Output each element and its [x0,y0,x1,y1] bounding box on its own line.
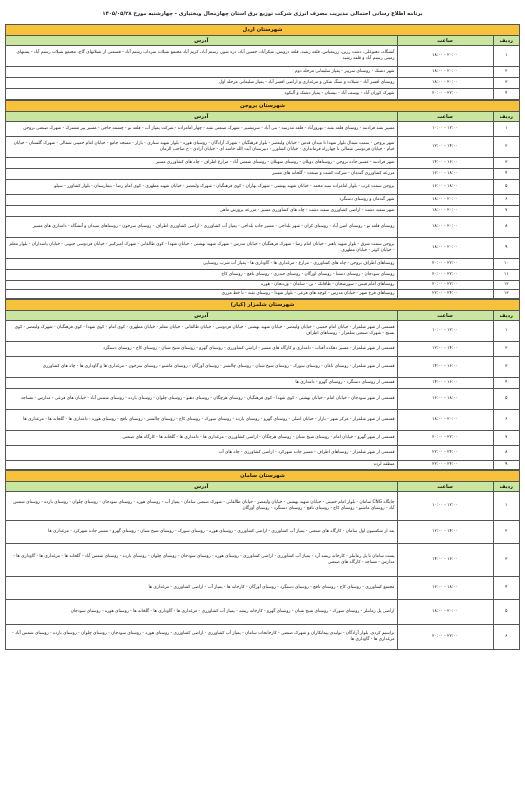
row-number: ۲ [493,521,519,544]
row-number: ۲ [493,137,519,158]
row-time: ۱۰:۰۰ - ۱۲:۰۰ [397,122,493,137]
row-address: منطقه لرده [6,461,397,470]
row-address: قسمتی از شهر گهرو - خیابان امام - روستای شیخ شبان - روستای هرچگان - اراضی کشاورزی - مرغداری ها - دامداری ها - گلخانه ها - کارگاه های صنعتی [6,431,397,446]
table-row [6,290,519,299]
row-address: شهر سفید دشت - اراضی کشاورزی سفید دشت - چاه های کشاورزی مسیر - مزرعه پرورش ماهی [6,206,397,217]
table-row [6,122,519,137]
row-number: ۱ [493,122,519,137]
row-address: قسمتی از شهر شلمزار - روستای ناغان - روستای سورک - روستای شیخ شبان - روستای چالشتر - روستای آورگان - روستای ماشنو - روستای سرخون - مرغداری ها و گاوداری ها - چاه های کشاورزی [6,357,397,378]
row-number: ۴ [493,169,519,180]
row-time: ۲۰:۰۰ - ۲۲:۰۰ [397,625,493,650]
row-number: ۱ [493,46,519,67]
table-row [6,342,519,357]
table-row [6,259,519,270]
row-address: شهر بروجن - سمت شمال بلوار شهدا تا میدان قدس - خیابان ولیعصر - بلوار فرهنگیان - شهرک آزادگان - روستای هوره - بلوار شهید ستاری - بازار - مسجد جامع - خیابان امام خمینی شمالی - شهرک گلستان - خیابان خیام - خیابان فردوسی شمالی تا چهارراه فرمانداری - خیابان کشاورز - دبیرستان آیت الله خامنه ای - خیابان آزادی - خ صاحب الزمان [6,137,397,158]
table-row [6,600,519,625]
table-row [6,521,519,544]
table-row [6,158,519,169]
row-time: ۱۸:۰۰ - ۲۰:۰۰ [397,600,493,625]
row-number: ۳ [493,357,519,378]
row-number: ۱۳ [493,290,519,299]
section-1 [5,24,520,100]
row-number: ۴ [493,577,519,600]
row-number: ۹ [493,461,519,470]
row-number: ۶ [493,625,519,650]
header-address: آدرس [6,112,397,122]
row-address: مزرعه کشاورزی گندمان - شرکت کشت و صنعت - گلخانه های مسیر [6,169,397,180]
table-row [6,410,519,431]
row-number: ۲ [493,342,519,357]
row-address: روستاهای امام قیس - سورشجان - طاقانک - بن - سامان - وردنجان - هوره [6,281,397,290]
row-number: ۸ [493,217,519,238]
row-time: ۱۸:۰۰ - ۲۰:۰۰ [397,410,493,431]
row-number: ۵ [493,600,519,625]
row-time: ۱۸:۰۰ - ۲۰:۰۰ [397,238,493,259]
table-row [6,357,519,378]
row-time: ۱۸:۰۰ - ۲۰:۰۰ [397,195,493,206]
sections-container [5,24,520,650]
row-address: آتشگاه، دهنوعلی، دشت زرین، زرینعباس، قلعه رشید، قلعه درویش، شکرآباد، حسین آباد، دره شور، رستم آباد، کریم آباد مجتمع شیلات سرداب رستم آباد - قسمتی از شیلاتهای گاج، مجتمع شیلات رستم آباد - پستهای زمینی رستم آباد و قلعه رشید [6,46,397,67]
row-address: مسیر نقنه فرادنبه - روستای قلعه نقنه - بهروزآباد - قلعه مدرسه - نبی آباد - سرتشنیز - شهرک صنعتی نقنه - چهار امامزاده - شرکت پمپاژ آب - قلعه نو - چشمه حاجی - مسیر پیر مشترک - شهرک صنعتی بروجن [6,122,397,137]
row-address: بروجن سمت غرب - بلوار امامزاده سید محمد - خیابان شهید بهشتی - شهرک بهاران - کوی فرهنگیان - شهرک ولیعصر - خیابان شهید مطهری - کوی امام رضا - بیمارستان - بلوار کشاورز - سیلو [6,180,397,195]
row-time: ۱۸:۰۰ - ۲۰:۰۰ [397,46,493,67]
row-time: ۲۲:۰۰ - ۲۴:۰۰ [397,446,493,461]
row-number: ۸ [493,446,519,461]
table-row [6,180,519,195]
row-number: ۹ [493,238,519,259]
section-title: شهرستان سامان [6,471,519,482]
section-2 [5,100,520,299]
row-time: ۱۶:۰۰ - ۱۸:۰۰ [397,180,493,195]
row-number: ۳ [493,544,519,577]
row-number: ۱ [493,492,519,521]
row-address: قسمتی از شهر شلمزار - روستاهای اطراف - مسیر جاده شهرکرد - اراضی کشاورزی - چاه های آب [6,446,397,461]
table-row [6,137,519,158]
row-address: پست سامان تا پل زمانبلر - کارخانه ریشه آرد - پمپاژ آب کشاورزی - اراضی کشاورزی - روستای هوره - روستای سودجان - روستای چلوان - روستای بارده - روستای شمس آباد - گلخانه ها - مرغداری ها - گاوداری ها - مدارس - مساجد - کارگاه های صنعتی [6,544,397,577]
table-row [6,89,519,100]
header-row: ردیف [493,36,519,46]
row-address: قسمتی از شهر شلمزار - مسیر دهکده آفتاب - دامداری و کارگاه های مسیر - اراضی کشاورزی - روستای گهرو - روستای شیخ شبان - روستای کاج - روستای دستگرد [6,342,397,357]
row-time: ۲۲:۰۰ - ۲۴:۰۰ [397,461,493,470]
row-address: روستاهای اطراف بروجن - چاه های کشاورزی - مزارع - مرغداری ها - گاوداری ها - پمپاژ آب شرب روستایی [6,259,397,270]
row-time: ۱۴:۰۰ - ۱۶:۰۰ [397,158,493,169]
row-address: شهر دشتک - روستای سرپیر - پمپاژ سلیمانی مرحله دوم [6,67,397,78]
row-address: روستاهای فرخ شهر - خیابان مدرس - کوچه های فرعی - بلوار شهدا - روستای نقنه - تا خط مرزی [6,290,397,299]
table-header [6,482,519,492]
table-row [6,238,519,259]
schedule-table [6,482,519,650]
row-time: ۲۰:۰۰ - ۲۲:۰۰ [397,270,493,281]
row-time: ۲۰:۰۰ - ۲۲:۰۰ [397,89,493,100]
row-number: ۱۲ [493,281,519,290]
header-row: ردیف [493,112,519,122]
header-address: آدرس [6,482,397,492]
header-time: ساعت [397,482,493,492]
header-time: ساعت [397,112,493,122]
row-time: ۱۴:۰۰ - ۱۶:۰۰ [397,544,493,577]
row-time: ۱۶:۰۰ - ۱۸:۰۰ [397,169,493,180]
table-row [6,461,519,470]
row-time: ۱۴:۰۰ - ۱۶:۰۰ [397,357,493,378]
table-row [6,169,519,180]
document-title: برنامه اطلاع رسانی احتمالی مدیریت مصرف انرژی شرکت توزیع برق استان چهارمحال وبختیاری - چهارشنبه مورخ ۱۴۰۵/۰۵/۲۸ [102,11,423,17]
schedule-table [6,36,519,100]
header-time: ساعت [397,311,493,321]
row-number: ۱ [493,321,519,342]
row-time: ۱۰:۰۰ - ۱۲:۰۰ [397,321,493,342]
row-time: ۱۸:۰۰ - ۲۰:۰۰ [397,67,493,78]
table-row [6,492,519,521]
schedule-table [6,112,519,299]
row-time: ۱۲:۰۰ - ۱۴:۰۰ [397,137,493,158]
header-address: آدرس [6,311,397,321]
row-time: ۲۰:۰۰ - ۲۲:۰۰ [397,431,493,446]
row-time: ۱۶:۰۰ - ۱۸:۰۰ [397,577,493,600]
table-row [6,67,519,78]
row-time: ۲۲:۰۰ - ۲۴:۰۰ [397,290,493,299]
schedule-table [6,311,519,470]
row-address: قسمتی از روستای دستگرد - روستای گهرو - دامداری ها [6,378,397,389]
row-time: ۲۰:۰۰ - ۲۲:۰۰ [397,281,493,290]
row-time: ۱۰:۰۰ - ۱۲:۰۰ [397,492,493,521]
row-address: مجتمع کشاورزی - روستای کاج - روستای نافچ - روستای دستگرد - روستای آورگان - کارخانه ها - پمپاژ آب - اراضی کشاورزی - مرغداری ها [6,577,397,600]
table-row [6,378,519,389]
table-row [6,281,519,290]
section-4 [5,470,520,650]
row-address: بعد از سکسیون اول سامان - کارگاه های صنعتی - پمپاژ آب کشاورزی - اراضی کشاورزی - روستای هوره - روستای سورک - روستای شیخ شبان - روستای گهرو - مسیر جاده شهرکرد - مرغداری ها [6,521,397,544]
row-address: روستای قلعه نو - روستای امین آباد - روستای کران - شهر بلداجی - مسیر جاده بلداجی - پمپاژ آب کشاورزی - اراضی کشاورزی اطراف - روستای سرخون - روستاهای سیدان و آتشگاه - دامداری های مسیر [6,217,397,238]
row-time: ۱۸:۰۰ - ۲۰:۰۰ [397,206,493,217]
table-row [6,577,519,600]
row-address: بروجن سمت شرق - بلوار شهید باهنر - خیابان امام رضا - شهرک فرهنگیان - خیابان مدرس - شهرک شهید بهشتی - خیابان شهدا - کوی طالقانی - شهرک امیرکبیر - خیابان فردوسی جنوبی - خیابان پاسداران - بلوار معلم - خیابان کوثر - خیابان مطهری [6,238,397,259]
row-number: ۷ [493,206,519,217]
header-time: ساعت [397,36,493,46]
row-number: ۲ [493,67,519,78]
row-address: شهرک کوران آباد - یوسف آباد - نیستان - پمپاژ دشتک و آلیکوه [6,89,397,100]
header-address: آدرس [6,36,397,46]
table-row [6,625,519,650]
table-row [6,217,519,238]
section-title: شهرستان بروجن [6,101,519,112]
table-row [6,389,519,410]
row-address: اراضی پل زمانبلر - روستای سورک - روستای شیخ شبان - روستای گهرو - کارخانه ریشه - پمپاژ آب کشاورزی - مرغداری ها - گاوداری ها - گلخانه ها - روستای هوره - روستای سودجان [6,600,397,625]
row-number: ۳ [493,78,519,89]
row-number: ۶ [493,195,519,206]
table-header [6,112,519,122]
section-title: شهرستان شلمزار (کیار) [6,300,519,311]
table-row [6,206,519,217]
row-time: ۱۴:۰۰ - ۱۶:۰۰ [397,378,493,389]
header-row: ردیف [493,311,519,321]
row-time: ۱۲:۰۰ - ۱۴:۰۰ [397,521,493,544]
table-row [6,431,519,446]
row-number: ۱۰ [493,259,519,270]
table-row [6,195,519,206]
row-address: شهر فرادنبه - مسیر جاده بروجن - روستاهای دوپلان - روستای سهیلان - روستای شمس آباد - مزارع اطراف - چاه های کشاورزی مسیر [6,158,397,169]
row-number: ۵ [493,389,519,410]
table-header [6,311,519,321]
table-row [6,270,519,281]
table-row [6,321,519,342]
section-title: شهرستان اردل [6,25,519,36]
row-address: قسمتی از شهر شلمزار - مرکز شهر - بازار - خیابان اصلی - روستای گهرو - روستای بارده - روستای سورک - روستای کاج - روستای چالشتر - روستای نافچ - روستای هوره - دامداری ها - گلخانه ها - مرغداری ها [6,410,397,431]
row-number: ۶ [493,410,519,431]
row-address: شهر گندمان و روستای دستگرد [6,195,397,206]
row-number: ۱۱ [493,270,519,281]
row-address: روستای سودجان - روستای دستنا - روستای اورگان - روستای حیدری - روستای نافچ - روستای کاج [6,270,397,281]
row-time: ۱۲:۰۰ - ۱۴:۰۰ [397,342,493,357]
row-time: ۱۶:۰۰ - ۱۸:۰۰ [397,389,493,410]
row-address: روستای افسر آباد - شیلات و سنگ شکن و مرغداری و اراضی افسر آباد - پمپاژ سلیمانی مرحله اول [6,78,397,89]
table-row [6,78,519,89]
table-row [6,46,519,67]
row-number: ۴ [493,378,519,389]
table-header [6,36,519,46]
row-number: ۳ [493,158,519,169]
row-time: ۲۰:۰۰ - ۲۲:۰۰ [397,259,493,270]
row-time: ۱۸:۰۰ - ۲۰:۰۰ [397,78,493,89]
row-address: قسمتی از شهر سودجان - خیابان امام - خیابان بهشتی - کوی شهدا - کوی فرهنگیان - روستای هرچگان - روستای دهنو - روستای چلوان - روستای بارده - روستای شمس آباد - خیابان های فرعی - مدارس - مساجد [6,389,397,410]
row-number: ۷ [493,431,519,446]
section-3 [5,299,520,470]
row-address: تراسیم کردی، بلوار آزادگان - تولیدی پیمانکاران و شهرک صنعتی - کارخانجات سامان - پمپاژ آب کشاورزی - اراضی کشاورزی - روستای هوره - روستای سودجان - روستای چلوان - روستای بارده - روستای شمس آباد - مرغداری ها - گاوداری ها [6,625,397,650]
table-row [6,446,519,461]
row-number: ۴ [493,89,519,100]
header-row: ردیف [493,482,519,492]
row-time: ۱۸:۰۰ - ۲۰:۰۰ [397,217,493,238]
table-row [6,544,519,577]
row-address: جایگاه CNG سامان - بلوار امام خمینی - خیابان شهید بهشتی - خیابان ولیعصر - خیابان طالقانی - شهرک صنعتی سامان - پمپاژ آب - روستای هوره - روستای سودجان - روستای چلوان - روستای بارده - روستای شمس آباد - روستای ماشنو - روستای کاج - روستای نافچ - روستای دستگرد - روستای آورگان [6,492,397,521]
row-address: قسمتی از شهر شلمزار - خیابان امام خمینی - خیابان ولیعصر - خیابان شهید بهشتی - خیابان فردوسی - خیابان طالقانی - خیابان معلم - خیابان مطهری - کوی امام - کوی شهدا - کوی فرهنگیان - شهرک ولیعصر - کوی بسیج - شهرک صنعتی شلمزار - روستاهای اطراف [6,321,397,342]
row-number: ۵ [493,180,519,195]
